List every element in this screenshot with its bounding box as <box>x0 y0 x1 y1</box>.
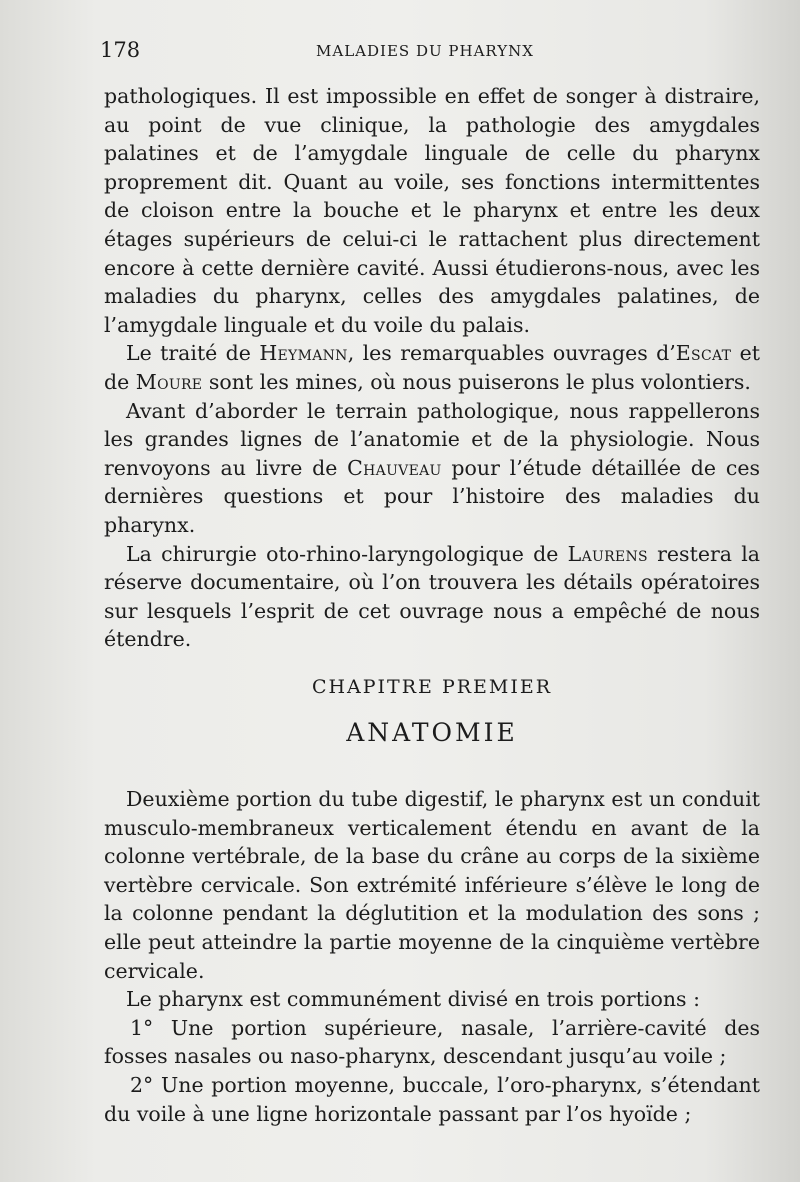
chapter-title: ANATOMIE <box>346 718 518 747</box>
list-item: 2° Une portion moyenne, buccale, l’oro-pharynx, s’étendant du voile à une ligne horizontale passant par l’os hyoïde ; <box>104 1072 760 1126</box>
paragraph: pathologiques. Il est impossible en effet de songer à distraire, au point de vue clinique, la pathologie des amygdales palatines et de l’amygdale linguale de celle du pharynx proprement dit. Quant au voile, ses fonctions intermittentes de cloison entre la bouche et le pharynx et entre les deux étages supérieurs de celui-ci le rattachent plus directement encore à cette dernière cavité. Aussi étudierons-nous, avec les maladies du pharynx, celles des amygdales palatines, de l’amygdale linguale et du voile du palais. <box>104 84 760 337</box>
paragraph: Avant d’aborder le terrain pathologique, nous rappellerons les grandes lignes de l’anatomie et de la physiologie. Nous renvoyons au livre de Chauveau pour l’étude détaillée de ces dernières questions et pour l’histoire des maladies du pharynx. <box>104 398 760 537</box>
paragraph: Deuxième portion du tube digestif, le pharynx est un conduit musculo-membraneux verticalement étendu en avant de la colonne vertébrale, de la base du crâne au corps de la sixième vertèbre cervicale. Son extrémité inférieure s’élève le long de la colonne pendant la déglutition et la modulation des sons ; elle peut atteindre la partie moyenne de la cinquième vertèbre cervicale. <box>104 787 760 983</box>
author-name: Chauveau <box>347 455 442 480</box>
author-name: Escat <box>675 341 732 366</box>
paragraph: Le traité de Heymann, les remarquables ouvrages d’Escat et de Moure sont les mines, où nous puiserons le plus volontiers. <box>104 341 760 394</box>
chapter-label: CHAPITRE PREMIER <box>311 676 553 698</box>
page-header <box>100 38 710 68</box>
author-name: Heymann <box>259 341 348 366</box>
paragraph: La chirurgie oto-rhino-laryngologique de Laurens restera la réserve documentaire, où l’on trouvera les détails opératoires sur lesquels l’esprit de cet ouvrage nous a empêché de nous étendre. <box>104 541 760 652</box>
author-name: Moure <box>135 369 203 394</box>
intro-section <box>104 82 760 654</box>
list-item: 1° Une portion supérieure, nasale, l’arrière-cavité des fosses nasales ou naso-pharynx, descendant jusqu’au voile ; <box>104 1015 760 1069</box>
running-head: MALADIES DU PHARYNX <box>316 42 534 60</box>
paragraph: Le pharynx est communément divisé en trois portions : <box>126 987 700 1012</box>
page-number: 178 <box>100 38 141 62</box>
author-name: Laurens <box>567 541 648 566</box>
anatomy-section <box>104 785 760 1128</box>
